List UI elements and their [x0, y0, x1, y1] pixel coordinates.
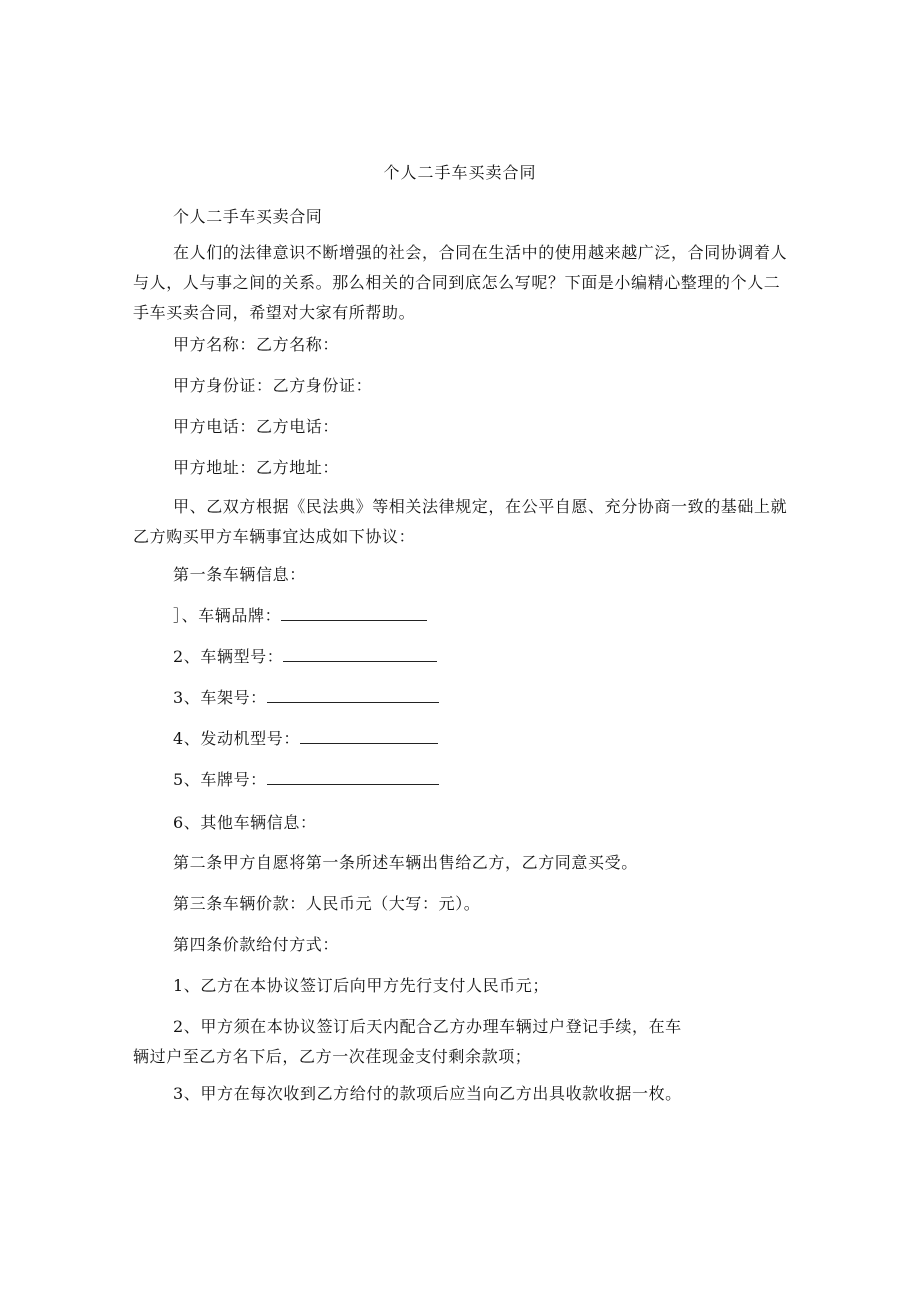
fill-in-blank [267, 686, 439, 703]
intro-paragraph: 在人们的法律意识不断增强的社会，合同在生活中的使用越来越广泛，合同协调着人与人，人与事之间的关系。那么相关的合同到底怎么写呢？下面是小编精心整理的个人二手车买卖合同，希望对大家有所帮助。 [133, 243, 788, 322]
fill-in-blank [267, 768, 439, 785]
vehicle-model-field [173, 645, 437, 668]
vehicle-other-info: 6、其他车辆信息： [173, 813, 317, 832]
article-1-title: 第一条车辆信息： [173, 565, 306, 584]
field-label: 4、发动机型号： [173, 729, 300, 748]
article-3: 第三条车辆价款：人民币元（大写：元）。 [173, 894, 481, 913]
document-subtitle: 个人二手车买卖合同 [173, 207, 323, 226]
party-names: 甲方名称：乙方名称： [173, 335, 340, 354]
article-2: 第二条甲方自愿将第一条所述车辆出售给乙方，乙方同意买受。 [173, 853, 638, 872]
field-label: 5、车牌号： [173, 770, 267, 789]
document-title: 个人二手车买卖合同 [383, 163, 537, 182]
field-label: ］、车辆品牌： [173, 606, 282, 625]
agreement-paragraph: 甲、乙双方根据《民法典》等相关法律规定，在公平自愿、充分协商一致的基础上就乙方购买甲方车辆事宜达成如下协议： [133, 497, 788, 546]
fill-in-blank [281, 604, 427, 621]
party-phones: 甲方电话：乙方电话： [173, 417, 340, 436]
payment-item-3: 3、甲方在每次收到乙方给付的款项后应当向乙方出具收款收据一枚。 [173, 1084, 682, 1103]
article-4-title: 第四条价款给付方式： [173, 935, 340, 954]
field-label: 2、车辆型号： [173, 647, 284, 666]
vehicle-brand-field [173, 604, 427, 627]
payment-item-1: 1、乙方在本协议签订后向甲方先行支付人民币元； [173, 976, 549, 995]
fill-in-blank [283, 645, 437, 662]
plate-number-field [173, 768, 439, 791]
vehicle-frame-field [173, 686, 439, 709]
field-label: 3、车架号： [173, 688, 267, 707]
party-id-cards: 甲方身份证：乙方身份证： [173, 376, 373, 395]
fill-in-blank [300, 727, 438, 744]
payment-item-2: 2、甲方须在本协议签订后天内配合乙方办理车辆过户登记手续，在车辆过户至乙方名下后，乙方一次荏现金支付剩余款项； [133, 1017, 682, 1066]
party-addresses: 甲方地址：乙方地址： [173, 458, 340, 477]
engine-model-field [173, 727, 438, 750]
